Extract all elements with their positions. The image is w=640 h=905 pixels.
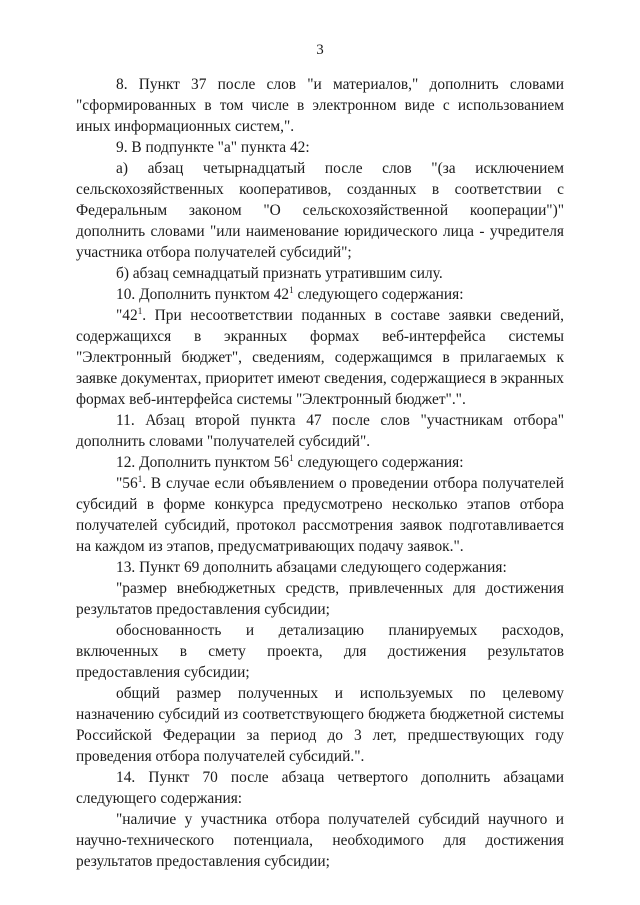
paragraph-item-8: 8. Пункт 37 после слов "и материалов," дополнить словами "сформированных в том числе в электронном виде с использованием иных информационных систем,". <box>76 76 564 135</box>
paragraph-text: следующего содержания: <box>293 454 464 471</box>
paragraph-text: 12. Дополнить пунктом 56 <box>116 454 290 471</box>
paragraph-item-14: 14. Пункт 70 после абзаца четвертого дополнить абзацами следующего содержания: <box>76 769 564 807</box>
paragraph-text: следующего содержания: <box>293 286 464 303</box>
superscript: 1 <box>289 284 294 295</box>
paragraph-text: 10. Дополнить пунктом 42 <box>116 286 290 303</box>
paragraph-item-11: 11. Абзац второй пункта 47 после слов "участникам отбора" дополнить словами "получателей субсидий". <box>76 412 564 450</box>
paragraph-item-13b: обоснованность и детализацию планируемых расходов, включенных в смету проекта, для достижения результатов предоставления субсидии; <box>76 622 564 681</box>
paragraph-item-12 <box>76 452 564 473</box>
paragraph-text: "56 <box>116 475 138 492</box>
paragraph-item-9b: б) абзац семнадцатый признать утратившим силу. <box>116 265 443 282</box>
superscript: 1 <box>137 473 143 484</box>
document-body <box>76 74 564 872</box>
paragraph-item-9a: а) абзац четырнадцатый после слов "(за исключением сельскохозяйственных кооперативов, созданных в соответствии с Федеральным законом "О сельскохозяйственной кооперации")" дополнить словами "или наименование юридического лица - учредителя участника отбора получателей субсидий"; <box>76 160 564 261</box>
paragraph-item-9: 9. В подпункте "а" пункта 42: <box>116 139 310 156</box>
paragraph-item-13: 13. Пункт 69 дополнить абзацами следующего содержания: <box>116 559 507 576</box>
paragraph-text: "42 <box>116 307 138 324</box>
paragraph-item-13a: "размер внебюджетных средств, привлеченных для достижения результатов предоставления субсидии; <box>76 580 564 618</box>
paragraph-text: . В случае если объявлением о проведении отбора получателей субсидий в форме конкурса предусмотрено несколько этапов отбора получателей субсидий, протокол рассмотрения заявок подготавливается на каждом из этапов, предусматривающих подачу заявок.". <box>76 475 564 555</box>
superscript: 1 <box>137 305 143 316</box>
page-number: 3 <box>316 42 324 58</box>
paragraph-quote-56-1 <box>76 473 564 557</box>
paragraph-item-10 <box>76 284 564 305</box>
paragraph-item-13c: общий размер полученных и используемых по целевому назначению субсидий из соответствующего бюджета бюджетной системы Российской Федерации за период до 3 лет, предшествующих году проведения отбора получателей субсидий.". <box>76 685 564 765</box>
paragraph-text: . При несоответствии поданных в составе заявки сведений, содержащихся в экранных формах веб-интерфейса системы "Электронный бюджет", сведениям, содержащимся в прилагаемых к заявке документах, приоритет имеют сведения, содержащиеся в экранных формах веб-интерфейса системы "Электронный бюджет".". <box>76 307 564 408</box>
superscript: 1 <box>289 452 294 463</box>
paragraph-item-14a: "наличие у участника отбора получателей субсидий научного и научно-технического потенциала, необходимого для достижения результатов предоставления субсидии; <box>76 811 564 870</box>
paragraph-quote-42-1 <box>76 305 564 410</box>
